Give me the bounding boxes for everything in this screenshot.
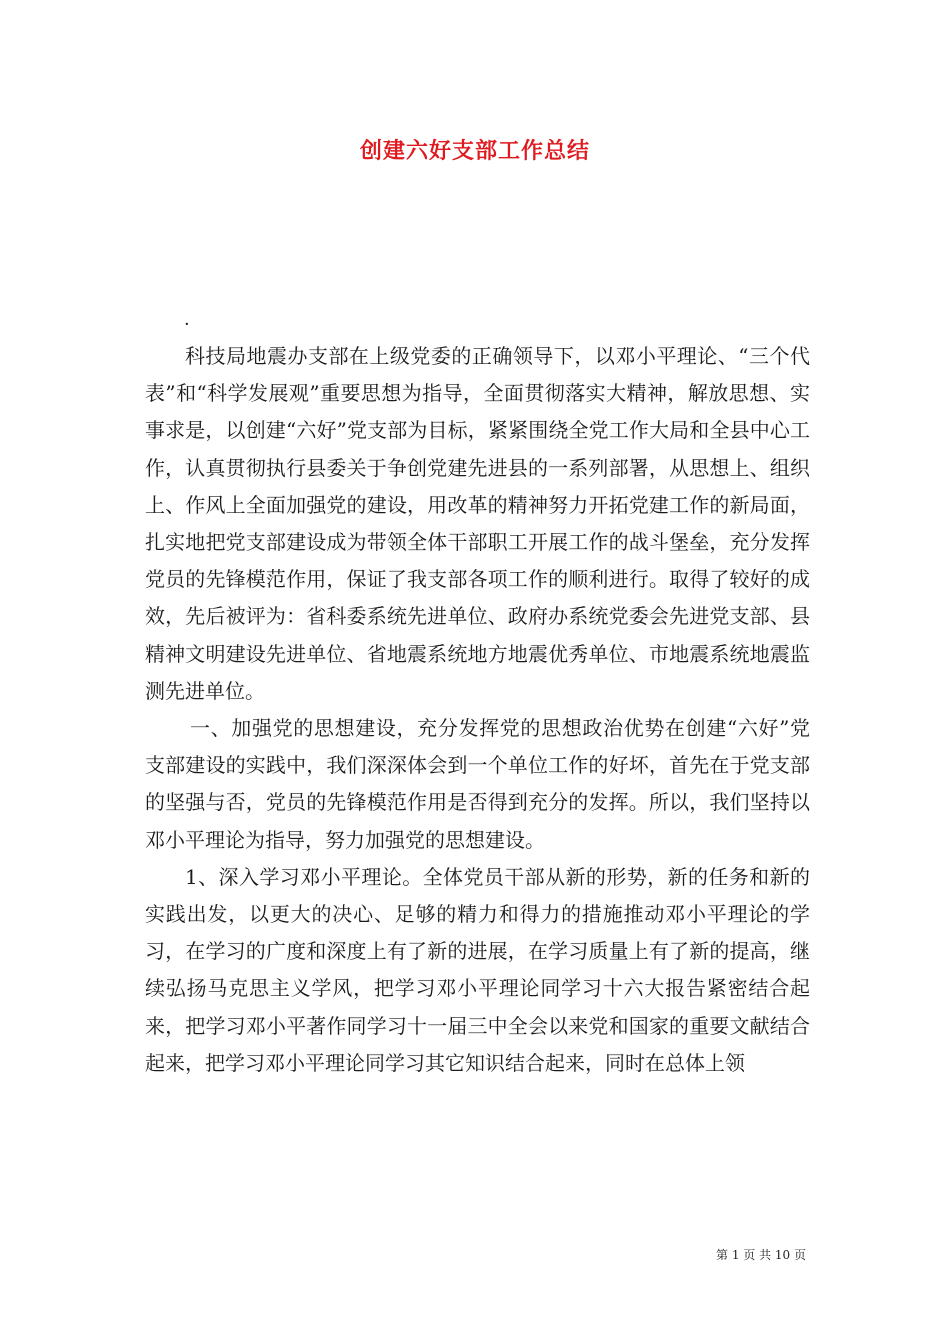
paragraph-intro: 科技局地震办支部在上级党委的正确领导下，以邓小平理论、“三个代表”和“科学发展观”重要思想为指导，全面贯彻落实大精神，解放思想、实事求是，以创建“六好”党支部为目标，紧紧围绕全党工作大局和全县中心工作，认真贯彻执行县委关于争创党建先进县的一系列部署，从思想上、组织上、作风上全面加强党的建设，用改革的精神努力开拓党建工作的新局面，扎实地把党支部建设成为带领全体干部职工开展工作的战斗堡垒，充分发挥党员的先锋模范作用，保证了我支部各项工作的顺利进行。取得了较好的成效，先后被评为：省科委系统先进单位、政府办系统党委会先进党支部、县精神文明建设先进单位、省地震系统地方地震优秀单位、市地震系统地震监测先进单位。 <box>145 344 810 703</box>
document-title: 创建六好支部工作总结 <box>359 138 590 164</box>
paragraph-item-1: 1、深入学习邓小平理论。全体党员干部从新的形势，新的任务和新的实践出发，以更大的决心、足够的精力和得力的措施推动邓小平理论的学习，在学习的广度和深度上有了新的进展，在学习质量上有了新的提高，继续弘扬马克思主义学风，把学习邓小平理论同学习十六大报告紧密结合起来，把学习邓小平著作同学习十一届三中全会以来党和国家的重要文献结合起来，把学习邓小平理论同学习其它知识结合起来，同时在总体上领 <box>145 864 810 1075</box>
document-body <box>145 338 810 1082</box>
paragraph-section-1: 一、加强党的思想建设，充分发挥党的思想政治优势在创建“六好”党支部建设的实践中，我们深深体会到一个单位工作的好坏，首先在于党支部的坚强与否，党员的先锋模范作用是否得到充分的发挥。所以，我们坚持以邓小平理论为指导，努力加强党的思想建设。 <box>145 716 810 852</box>
paragraph-marker: · <box>184 314 190 335</box>
page-number-footer: 第 1 页 共 10 页 <box>716 1248 806 1262</box>
